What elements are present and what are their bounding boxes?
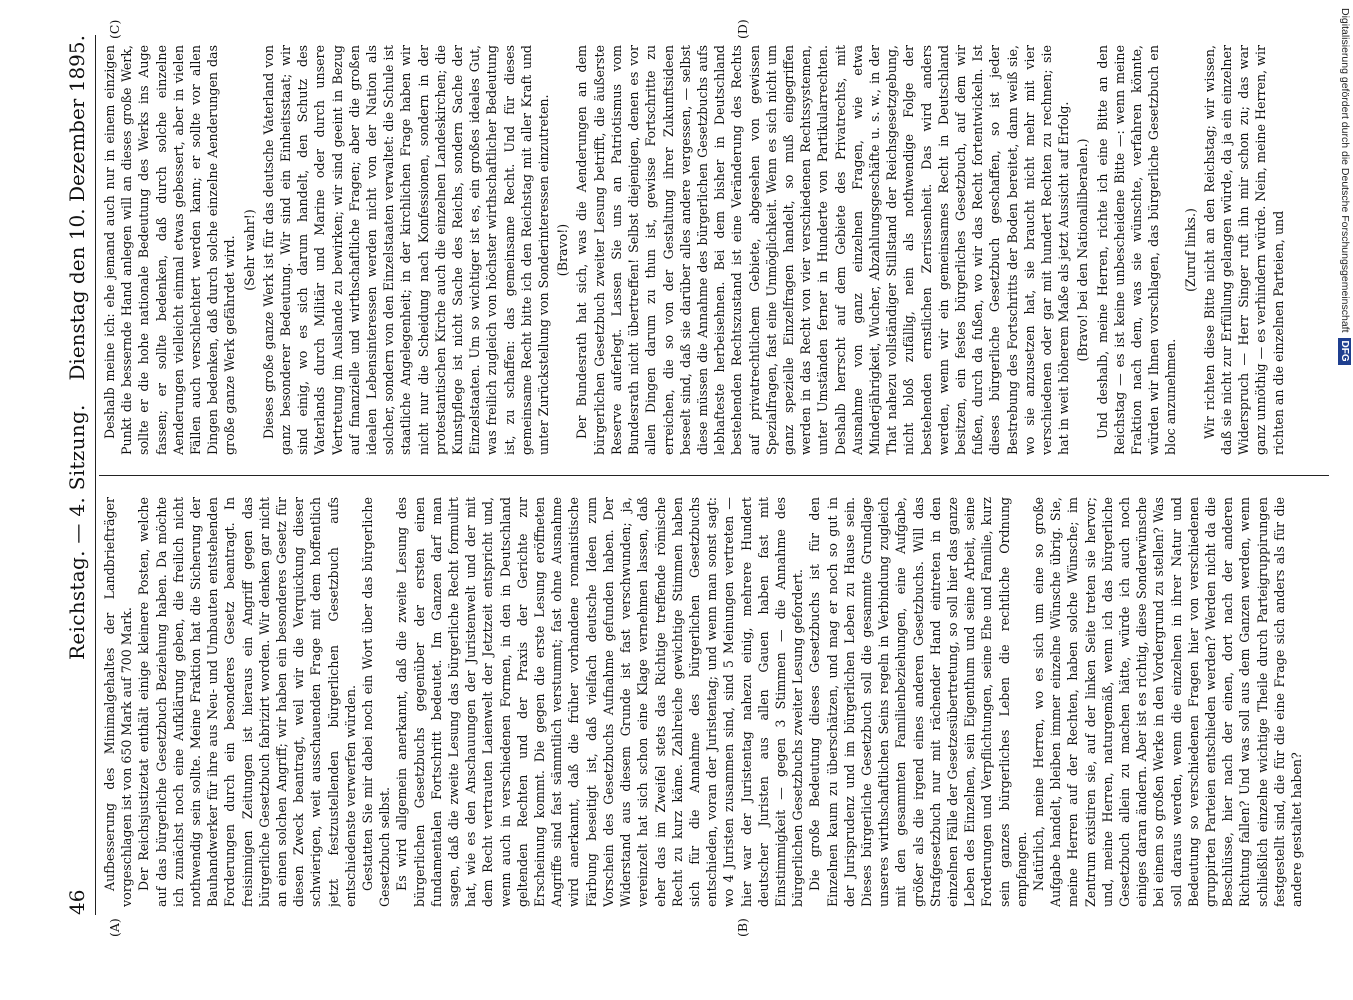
paragraph: Und deshalb, meine Herren, richte ich eine Bitte an den Reichstag — es ist keine unbescheidene Bitte —: wenn meine Fraktion nach dem, was sie wünschte, verfahren könnte, würden wir Ihnen vorschlagen, das bürgerliche Gesetzbuch en bloc anzunehmen.: [1094, 45, 1179, 455]
column-divider: [99, 475, 1329, 476]
paragraph: Der Bundesrath hat sich, was die Aenderungen an dem bürgerlichen Gesetzbuch zweiter Lesung betrifft, die äußerste Reserve auferlegt. Lassen Sie uns an Patriotismus vom Bundesrath nicht übertreffen! Selbst diejenigen, denen es vor allen Dingen darum zu thun ist, gewisse Fortschritte zu erreichen, die so von der Gestaltung ihrer Zukunftsideen beseelt sind, daß sie darüber alles andere vergessen, — selbst diese müssen die Annahme des bürgerlichen Gesetzbuchs aufs lebhafteste herbeisehnen. Bei dem bisher in Deutschland bestehenden Rechtszustand ist eine Veränderung des Rechts auf privatrechtlichem Gebiete, abgesehen von gewissen Spezialfragen, fast eine Unmöglichkeit. Wenn es sich nicht um ganz spezielle Einzelfragen handelt, so muß eingegriffen werden in das Recht von vier verschiedenen Rechtssystemen, unter Umständen ferner in Hunderte von Partikularrechten. Deshalb herrscht auf dem Gebiete des Privatrechts, mit Ausnahme von ganz einzelnen Fragen, wie etwa Minderjährigkeit, Wucher, Abzahlungsgeschäfte u. s. w., in der That nahezu vollständiger Stillstand der Reichsgesetzgebung, nicht bloß zufällig, nein als nothwendige Folge der bestehenden ernstlichen Zerrissenheit. Das wird anders werden, wenn wir ein gemeinsames Recht in Deutschland besitzen, ein festes bürgerliches Gesetzbuch, auf dem wir fußen, durch da fußen, wo wir das Recht fortentwickeln. Ist dieses bürgerliche Gesetzbuch geschaffen, so ist jeder Bestrebung des Fortschritts der Boden bereitet, dann weiß sie, wo sie anzusetzen hat, sie braucht nicht mehr mit vier verschiedenen oder gar mit hundert Rechten zu rechnen; sie hat in weit höherem Maße als jetzt Aussicht auf Erfolg.: [574, 45, 1072, 455]
right-column: [101, 45, 1331, 455]
paragraph: Der Reichsjustizetat enthält einige kleinere Posten, welche auf das bürgerliche Gesetzbuch Beziehung haben. Da möchte ich zunächst noch eine Aufklärung geben, die freilich nicht nothwendig sein sollte. Meine Fraktion hat die Sicherung der Bauhandwerker für ihre aus Neu- und Umbauten entstehenden Forderungen durch ein besonderes Gesetz beantragt. In freisinnigen Zeitungen ist hieraus ein Angriff gegen das bürgerliche Gesetzbuch fabrizirt worden. Wir denken gar nicht an einen solchen Angriff; wir haben ein besonderes Gesetz für diesen Zweck beantragt, weil wir die Verquickung dieser schwierigen, weit ausschauenden Frage mit dem hoffentlich jetzt festzustellenden bürgerlichen Gesetzbuch aufs entschiedenste verwerfen würden.: [136, 497, 358, 907]
left-column: [101, 497, 1331, 907]
dfg-logo: DFG: [1338, 338, 1351, 365]
paragraph: Deshalb meine ich: ehe jemand auch nur in einem einzigen Punkt die bessernde Hand anlegen will an dieses große Werk, sollte er die hohe nationale Bedeutung des Werks ins Auge fassen; er sollte bedenken, daß durch solche einzelne Aenderungen vielleicht einmal etwas gebessert, aber in vielen Fällen auch verschlechtert werden kann; er sollte vor allen Dingen bedenken, daß durch solche einzelne Aenderungen das große ganze Werk gefährdet wird.: [102, 45, 238, 455]
page-header: [61, 35, 96, 915]
interjection: (Bravo!): [555, 223, 571, 277]
margin-marker-c: (C): [107, 19, 122, 39]
interjection: (Bravo! bei den Nationalliberalen.): [1075, 138, 1091, 362]
paragraph: Wir richten diese Bitte nicht an den Reichstag; wir wissen, daß sie nicht zur Erfüllung gelangen würde, da ja ein einzelner Widerspruch — Herr Singer ruft ihn mir schon zu; das war ganz unnöthig — es verhindern würde. Nein, meine Herren, wir richten an die einzelnen Parteien, und: [1201, 45, 1286, 455]
paragraph: Dieses große ganze Werk ist für das deutsche Vaterland von ganz besonderer Bedeutung. Wir sind ein Einheitsstaat; wir sind einig, wo es sich darum handelt, den Schutz des Vaterlands durch Militär und Marine oder durch unsere Vertretung im Auslande zu bewirken; wir sind geeint in Bezug auf finanzielle und wirthschaftliche Fragen; aber die großen idealen Lebensinteressen werden nicht von der Nation als solcher, sondern von den Einzelstaaten verwaltet: die Schule ist staatliche Angelegenheit; in der kirchlichen Frage haben wir nicht nur die Scheidung nach Konfessionen, sondern in der protestantischen Kirche auch die einzelnen Landeskirchen; die Kunstpflege ist nicht Sache des Reichs, sondern Sache der Einzelstaaten. Um so wichtiger ist es, ein großes ideales Gut, was freilich zugleich von höchster wirthschaftlicher Bedeutung ist, zu schaffen: das gemeinsame Recht. Und für dieses gemeinsame Recht bitte ich den Reichstag mit aller Kraft und unter Zurückstellung von Sonderinteressen einzutreten.: [260, 45, 552, 455]
paragraph: Gestatten Sie mir dabei noch ein Wort über das bürgerliche Gesetzbuch selbst.: [360, 497, 393, 907]
interjection: (Zuruf links.): [1182, 208, 1198, 292]
paragraph: Aufbesserung des Minimalgehaltes der Landbriefträger vorgeschlagen ist von 650 Mark auf 700 Mark.: [102, 497, 135, 907]
paragraph: Natürlich, meine Herren, wo es sich um eine so große Aufgabe handelt, bleiben immer einzelne Wünsche übrig. Sie, meine Herren auf der Rechten, haben solche Wünsche; im Zentrum existiren sie, auf der linken Seite treten sie hervor; und, meine Herren, naturgemäß, wenn ich das bürgerliche Gesetzbuch allein zu machen hätte, würde ich auch noch einiges daran ändern. Aber ist es richtig, diese Sonderwünsche bei einem so großen Werke in den Vordergrund zu stellen? Was soll daraus werden, wenn die einzelnen in ihrer Natur und Bedeutung so verschiedenen Fragen hier von verschiedenen gruppirten Parteien entschieden werden? Werden nicht da die Beschlüsse, hier nach der einen, dort nach der anderen Richtung fallen? Und was soll aus dem Ganzen werden, wenn schließlich einzelne wichtige Theile durch Parteigruppirungen festgestellt sind, die für die eine Frage sich anders als für die andere gestaltet haben?: [1030, 497, 1305, 907]
interjection: (Sehr wahr!): [241, 209, 257, 291]
session-date: Dienstag den 10. Dezember 1895.: [65, 35, 89, 381]
paragraph: Es wird allgemein anerkannt, daß die zweite Lesung des bürgerlichen Gesetzbuchs gegenüber der ersten einen fundamentalen Fortschritt bedeutet. Im Ganzen darf man sagen, daß die zweite Lesung das bürgerliche Recht formulirt hat, wie es den Anschauungen der Juristenwelt und der mit dem Recht vertrauten Laienwelt der Jetztzeit entspricht und, wenn auch in verschiedenen Formen, in den in Deutschland geltenden Rechten und der Praxis der Gerichte zur Erscheinung kommt. Die gegen die erste Lesung eröffneten Angriffe sind fast sämmtlich verstummt; fast ohne Ausnahme wird anerkannt, daß die früher vorhandene romanistische Färbung beseitigt ist, daß vielfach deutsche Ideen zum Vorschein des Gesetzbuchs Aufnahme gefunden haben. Der Widerstand aus diesem Grunde ist fast verschwunden; ja, vereinzelt hat sich schon eine Klage vernehmen lassen, daß eher das im Zweifel stets das Richtige treffende römische Recht zu kurz käme. Zahlreiche gewichtige Stimmen haben sich für die Annahme des bürgerlichen Gesetzbuchs entschieden, voran der Juristentag; und wenn man sonst sagt: wo 4 Juristen zusammen sind, sind 5 Meinungen vertreten — hier war der Juristentag nahezu einig, mehrere Hundert deutscher Juristen aus allen Gauen haben fast mit Einstimmigkeit — gegen 3 Stimmen — die Annahme des bürgerlichen Gesetzbuchs zweiter Lesung gefordert.: [394, 497, 806, 907]
margin-marker-d: (D): [735, 19, 750, 39]
credit-text: Digitalisierung gefördert durch die Deutsche Forschungsgemeinschaft: [1339, 8, 1351, 333]
margin-marker-b: (B): [735, 918, 750, 937]
paragraph: Die große Bedeutung dieses Gesetzbuchs ist für den Einzelnen kaum zu überschätzen, und mag er noch so gut in der Jurisprudenz und im bürgerlichen Leben zu Hause sein. Dieses bürgerliche Gesetzbuch soll die gesammte Grundlage unseres wirthschaftlichen Seins regeln in Verbindung zugleich mit den gesammten Familienbeziehungen, eine Aufgabe, größer als die irgend eines anderen Gesetzbuchs. Will das Strafgesetzbuch nur mit rächender Hand eintreten in den einzelnen Fälle der Gesetzesübertretung, so soll hier das ganze Leben des Einzelnen, sein Eigenthum und seine Arbeit, seine Forderungen und Verpflichtungen, seine Ehe und Familie, kurz sein ganzes bürgerliches Leben die rechtliche Ordnung empfangen.: [807, 497, 1029, 907]
session-title: Reichstag. — 4. Sitzung.: [65, 404, 89, 660]
page-number: 46: [65, 889, 89, 915]
margin-marker-a: (A): [107, 918, 122, 937]
digitization-credit: [1338, 8, 1352, 568]
rotated-page: [55, 15, 1345, 945]
